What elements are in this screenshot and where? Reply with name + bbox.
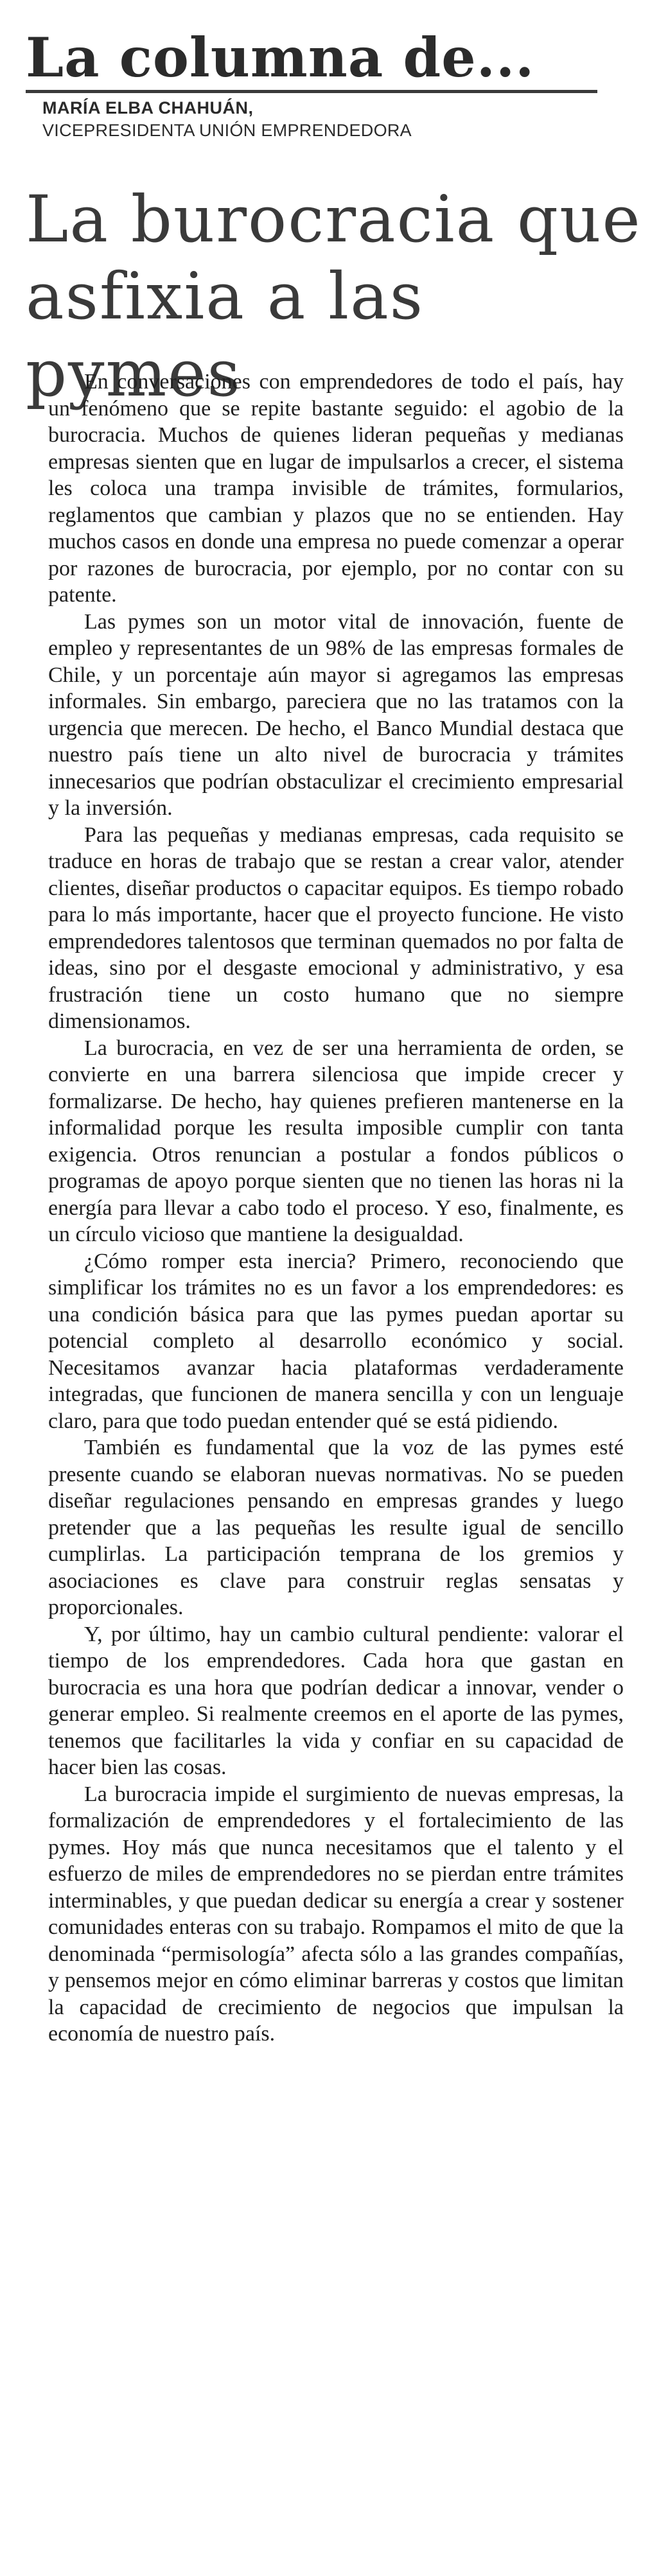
article-paragraph: Y, por último, hay un cambio cultural pendiente: valorar el tiempo de los emprendedores. Cada hora que gastan en burocracia es una hora que podrían dedicar a innovar, vender o generar empleo. Si realmente creemos en el aporte de las pymes, tenemos que facilitarles la vida y confiar en su capacidad de hacer bien las cosas. — [48, 1622, 624, 1779]
article-paragraph: También es fundamental que la voz de las pymes esté presente cuando se elaboran nuevas normativas. No se pueden diseñar regulaciones pensando en empresas grandes y luego pretender que a las pequeñas les resulte igual de sencillo cumplirlas. La participación temprana de los gremios y asociaciones es clave para construir reglas sensatas y proporcionales. — [48, 1436, 624, 1619]
article-paragraph: ¿Cómo romper esta inercia? Primero, reconociendo que simplificar los trámites no es un favor a los emprendedores: es una condición básica para que las pymes puedan aportar su potencial completo al desarrollo económico y social. Necesitamos avanzar hacia plataformas verdaderamente integradas, que funcionen de manera sencilla y con un lenguaje claro, para que todo puedan entender qué se está pidiendo. — [48, 1249, 624, 1433]
author-role: VICEPRESIDENTA UNIÓN EMPRENDEDORA — [42, 121, 412, 140]
article-paragraph: En conversaciones con emprendedores de todo el país, hay un fenómeno que se repite bastante seguido: el agobio de la burocracia. Muchos de quienes lideran pequeñas y medianas empresas sienten que en lugar de impulsarlos a crecer, el sistema les coloca una trampa invisible de trámites, formularios, reglamentos que cambian y plazos que no se entienden. Hay muchos casos en donde una empresa no puede comenzar a operar por razones de burocracia, por ejemplo, por no contar con su patente. — [48, 370, 624, 607]
article-paragraph: La burocracia impide el surgimiento de nuevas empresas, la formalización de emprendedores y el fortalecimiento de las pymes. Hoy más que nunca necesitamos que el talento y el esfuerzo de miles de emprendedores no se pierdan entre trámites interminables, y que puedan dedicar su energía a crear y sostener comunidades enteras con su trabajo. Rompamos el mito de que la denominada “permisología” afecta sólo a las grandes compañías, y pensemos mejor en cómo eliminar barreras y costos que limitan la capacidad de crecimiento de negocios que impulsan la economía de nuestro país. — [48, 1782, 624, 2046]
article-headline: La burocracia que asfixia a las pymes — [26, 182, 642, 411]
article-paragraph: La burocracia, en vez de ser una herramienta de orden, se convierte en una barrera silenciosa que impide crecer y formalizarse. De hecho, hay quienes prefieren mantenerse en la informalidad porque les resulta imposible cumplir con tanta exigencia. Otros renuncian a postular a fondos públicos o programas de apoyo porque sienten que no tienen las horas ni la energía para llevar a cabo todo el proceso. Y eso, finalmente, es un círculo vicioso que mantiene la desigualdad. — [48, 1036, 624, 1246]
article-paragraph: Para las pequeñas y medianas empresas, cada requisito se traduce en horas de trabajo que se restan a crear valor, atender clientes, diseñar productos o capacitar equipos. Es tiempo robado para lo más importante, hacer que el proyecto funcione. He visto emprendedores talentosos que terminan quemados no por falta de ideas, sino por el desgaste emocional y administrativo, y esa frustración tiene un costo humano que no siempre dimensionamos. — [48, 822, 624, 1033]
article-paragraph: Las pymes son un motor vital de innovación, fuente de empleo y representantes de un 98% de las empresas formales de Chile, y un porcentaje aún mayor si agregamos las empresas informales. Sin embargo, pareciera que no las tratamos con la urgencia que merecen. De hecho, el Banco Mundial destaca que nuestro país tiene un alto nivel de burocracia y trámites innecesarios que podrían obstaculizar el crecimiento empresarial y la inversión. — [48, 609, 624, 820]
author-byline — [42, 96, 412, 141]
section-title: La columna de... — [26, 26, 535, 89]
section-divider — [26, 90, 597, 93]
author-name: MARÍA ELBA CHAHUÁN, — [42, 98, 254, 117]
article-body — [48, 369, 624, 2048]
